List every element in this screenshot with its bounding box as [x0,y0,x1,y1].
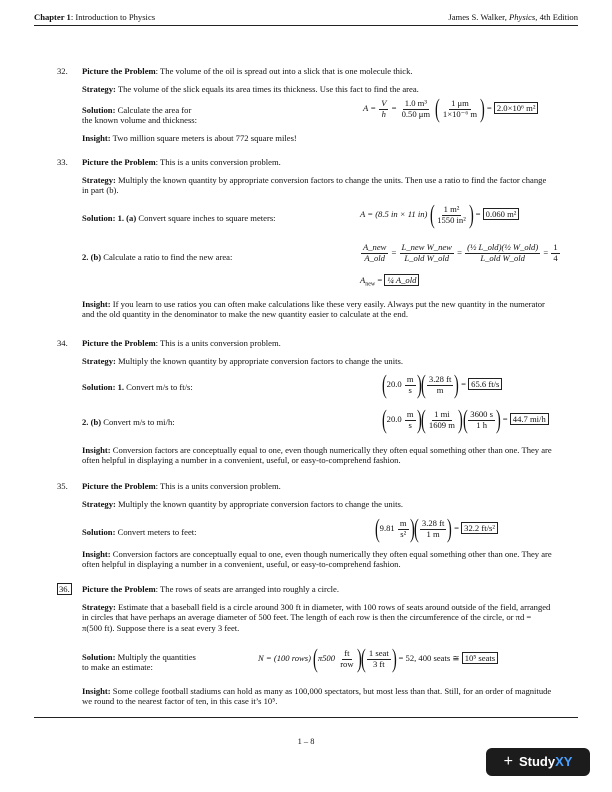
strategy: Strategy: Multiply the known quantity by appropriate conversion factors to change the units. [82,499,404,509]
equation-1: (20.0 $\frac{m}{s}$ )( $\frac{3.28 ft}{m}$ ) = 65.6 ft/s [382,372,502,398]
insight: Insight: Two million square meters is about 772 square miles! [82,133,297,143]
answer-box: 44.7 mi/h [510,413,549,425]
solution-a: Solution: 1. (a) Convert square inches to square meters: [82,213,276,223]
insight: Insight: If you learn to use ratios you can often make calculations like these very easily. Always put the new quantity in the numerator and the old quantity in the denominator to make the new quantity easier to calculate at the end. [82,299,545,320]
picture-the-problem: Picture the Problem: The volume of the oil is spread out into a slick that is one molecule thick. [82,66,413,76]
answer-box: 32.2 ft/s² [461,522,498,534]
strategy: Strategy: Estimate that a baseball field is a circle around 300 ft in diameter, with 100 rows of seats around outside of the field, arranged in circles that have perhaps an average diameter of 500 feet. The length of each row is then the circumference of the circle, or πd = π(500 ft). Suppose there is a seat every 3 feet. [82,602,551,633]
answer-box: 10⁵ seats [462,652,498,664]
equation-b: $\frac{\text{A\_new}}{\text{A\_old}}$ = $\frac{\text{L\_new W\_new}}{\text{L\_old W\_old}}$ = $\frac{\text{(½ L\_old)(½ W\_old)}}{\text{L\_old W\_old}}$ = $\frac{1}{4}$ [363,242,558,263]
solution-2: 2. (b) Convert m/s to mi/h: [82,417,175,427]
insight: Insight: Conversion factors are conceptually equal to one, even though numerically they often equal something other than one. They are often helpful in displaying a number in a convenient, useful, or easy-to-comprehend fashion. [82,445,552,466]
answer-box: ¼ A_old [384,274,419,286]
footer-divider [34,717,578,718]
answer-box: 0.060 m² [483,208,520,220]
solution: Solution: Convert meters to feet: [82,527,197,537]
studyxy-logo: + StudyXY [486,748,590,776]
solution-b: 2. (b) Calculate a ratio to find the new area: [82,252,233,262]
problem-number: 34. [57,338,68,348]
page-header [34,12,578,24]
strategy: Strategy: Multiply the known quantity by appropriate conversion factors to change the units. [82,356,404,366]
strategy: Strategy: The volume of the slick equals its area times its thickness. Use this fact to find the area. [82,84,419,94]
page-number: 1 – 8 [297,737,315,746]
picture-the-problem: Picture the Problem: This is a units conversion problem. [82,481,281,491]
header-divider [34,25,578,26]
problem-number: 32. [57,66,68,76]
insight: Insight: Conversion factors are conceptually equal to one, even though numerically they often equal something other than one. They are often helpful in displaying a number in a convenient, useful, or easy-to-comprehend fashion. [82,549,552,570]
equation-2: (20.0 $\frac{m}{s}$ )( $\frac{1 mi}{1609 m}$ )( $\frac{3600 s}{1 h}$ ) = 44.7 mi/h [382,407,549,433]
problem-number: 35. [57,481,68,491]
chapter-title: Chapter 1: Introduction to Physics [34,12,156,22]
solution: Solution: Calculate the area for the known volume and thickness: [82,105,198,126]
equation: N = (100 rows) (π500 $\frac{ft}{\text{row}}$ )( $\frac{\text{1 seat}}{3 ft}$ ) = 52, 400 seats ≅ 10⁵ seats [258,646,498,672]
picture-the-problem: Picture the Problem: This is a units conversion problem. [82,338,281,348]
problem-number: 36. [59,584,70,594]
equation: A = $\frac{V}{h}$ = $\frac{\text{1.0 m³}}{0.50 \mu m}$ ( $\frac{1 \mu m}{\text{1×10⁻⁶ m}}$ ) = 2.0×10⁶ m² [363,96,538,122]
strategy: Strategy: Multiply the known quantity by appropriate conversion factors to change the units. Then use a ratio to find the factor change in part (b). [82,175,547,196]
equation-b-result: $A_{new}$ = ¼ A_old [360,275,419,289]
equation: (9.81 $\frac{m}{\text{s²}}$ )( $\frac{3.28 ft}{1 m}$ ) = 32.2 ft/s² [375,516,498,542]
picture-the-problem: Picture the Problem: This is a units conversion problem. [82,157,281,167]
answer-box: 65.6 ft/s [468,378,502,390]
picture-the-problem: Picture the Problem: The rows of seats are arranged into roughly a circle. [82,584,340,594]
solution: Solution: Multiply the quantities to make an estimate: [82,652,196,673]
equation-a: A = (8.5 in × 11 in) ( $\frac{\text{1 m²}}{\text{1550 in²}}$ ) = 0.060 m² [360,202,519,228]
book-citation: James S. Walker, Physics, 4th Edition [448,12,578,22]
plus-icon: + [503,753,513,771]
answer-box: 2.0×10⁶ m² [494,102,539,114]
solution-1: Solution: 1. Convert m/s to ft/s: [82,382,193,392]
insight: Insight: Some college football stadiums can hold as many as 100,000 spectators, but most less than that. Still, for an order of magnitude we round to the nearest factor of ten, in this case it’s 10⁵. [82,686,552,707]
problem-number: 33. [57,157,68,167]
